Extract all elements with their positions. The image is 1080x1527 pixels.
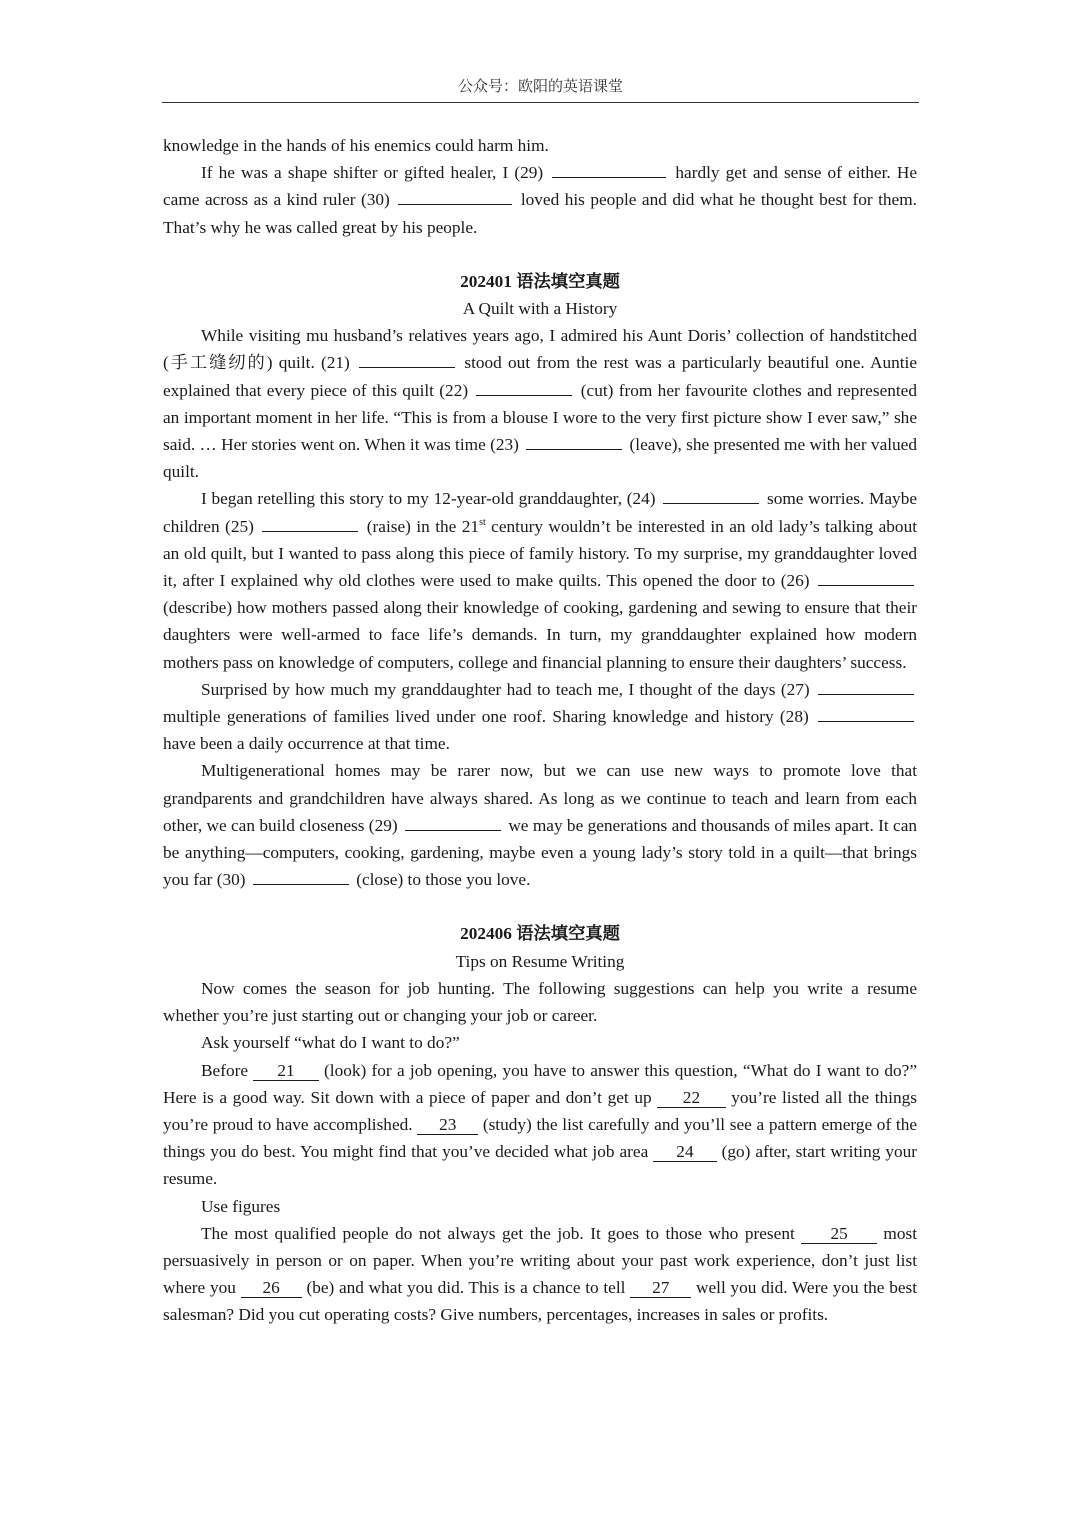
answer-blank[interactable] (262, 530, 358, 532)
resume-paragraph-1: Now comes the season for job hunting. The following suggestions can help you write a resume whether you’re just starting out or changing your job or career. (163, 978, 917, 1026)
numbered-blank-22[interactable]: 22 (657, 1088, 725, 1108)
numbered-blank-23[interactable]: 23 (417, 1115, 478, 1135)
quilt-paragraph-1: While visiting mu husband’s relatives years ago, I admired his Aunt Doris’ collection of handstitched (手工缝纫的) quilt. (21) stood out from the rest was a particularly beautiful one. Auntie explained that every piece of this quilt (22) (cut) from her favourite clothes and represented an important moment in her life. “This is from a blouse I wore to the very first picture show I ever saw,” she said. … Her stories went on. When it was time (23) (leave), she presented me with her valued quilt. (163, 326, 918, 482)
quilt-paragraph-3: Surprised by how much my granddaughter had to teach me, I thought of the days (27) multiple generations of families lived under one roof. Sharing knowledge and history (28) have been a daily occurrence at that time. (163, 676, 917, 758)
numbered-blank-21[interactable]: 21 (253, 1061, 318, 1081)
section-subtitle-quilt: A Quilt with a History (462, 299, 618, 319)
answer-blank[interactable] (359, 366, 455, 368)
answer-blank[interactable] (663, 502, 759, 504)
resume-paragraph-2: Before 21 (look) for a job opening, you have to answer this question, “What do I want to do?” Here is a good way. Sit down with a piece of paper and don’t get up 22 you’re listed all the things you’re proud to have accomplished. 23 (study) the list carefully and you’ll see a pattern emerge of the things you do best. You might find that you’ve decided what job area 24 (go) after, start writing your resume. (163, 1060, 918, 1189)
numbered-blank-27[interactable]: 27 (630, 1278, 691, 1298)
answer-blank[interactable] (818, 693, 914, 695)
section-subtitle-resume: Tips on Resume Writing (455, 951, 625, 971)
answer-blank[interactable] (253, 883, 349, 885)
quilt-paragraph-2: I began retelling this story to my 12-year-old granddaughter, (24) some worries. Maybe children (25) (raise) in the 21st century wouldn’t be interested in an old lady’s talking about an old quilt, but I wanted to pass along this piece of family history. To my surprise, my granddaughter loved it, after I explained why old clothes were used to make quilts. This opened the door to (26) (describe) how mothers passed along their knowledge of cooking, gardening and sewing to ensure that their daughters were well-armed to face life’s demands. In turn, my granddaughter explained how modern mothers pass on knowledge of computers, college and financial planning to ensure their daughters’ success. (163, 489, 918, 672)
intro-paragraph-2: If he was a shape shifter or gifted healer, I (29) hardly get and sense of either. He came across as a kind ruler (30) loved his people and did what he thought best for them. That’s why he was called great by his people. (163, 163, 917, 237)
answer-blank[interactable] (476, 394, 572, 396)
quilt-paragraph-4: Multigenerational homes may be rarer now, but we can use new ways to promote love that grandparents and grandchildren have always shared. As long as we continue to teach and learn from each other, we can build closeness (29) we may be generations and thousands of miles apart. It can be anything—computers, cooking, gardening, maybe even a young lady’s story told in a quilt—that brings you far (30) (close) to those you love. (163, 761, 918, 890)
answer-blank[interactable] (818, 584, 914, 586)
intro-paragraph-1: knowledge in the hands of his enemics could harm him. (163, 136, 549, 155)
document-body (163, 132, 917, 1329)
resume-heading-figures: Use figures (201, 1196, 281, 1216)
resume-paragraph-3: The most qualified people do not always get the job. It goes to those who present 25 most persuasively in person or on paper. When you’re writing about your past work experience, don’t just list where you 26 (be) and what you did. This is a chance to tell 27 well you did. Were you the best salesman? Did you cut operating costs? Give numbers, percentages, increases in sales or profits. (163, 1223, 918, 1325)
answer-blank[interactable] (818, 720, 914, 722)
numbered-blank-24[interactable]: 24 (653, 1142, 716, 1162)
resume-heading-ask: Ask yourself “what do I want to do?” (201, 1033, 460, 1053)
numbered-blank-25[interactable]: 25 (801, 1224, 877, 1244)
answer-blank[interactable] (405, 829, 501, 831)
header-text: 公众号：欧阳的英语课堂 (457, 79, 623, 95)
section-title-202406: 202406 语法填空真题 (460, 924, 620, 944)
numbered-blank-26[interactable]: 26 (241, 1278, 302, 1298)
page-header (162, 76, 919, 103)
answer-blank[interactable] (526, 448, 622, 450)
answer-blank[interactable] (552, 176, 666, 178)
answer-blank[interactable] (398, 203, 512, 205)
section-title-202401: 202401 语法填空真题 (460, 271, 620, 291)
